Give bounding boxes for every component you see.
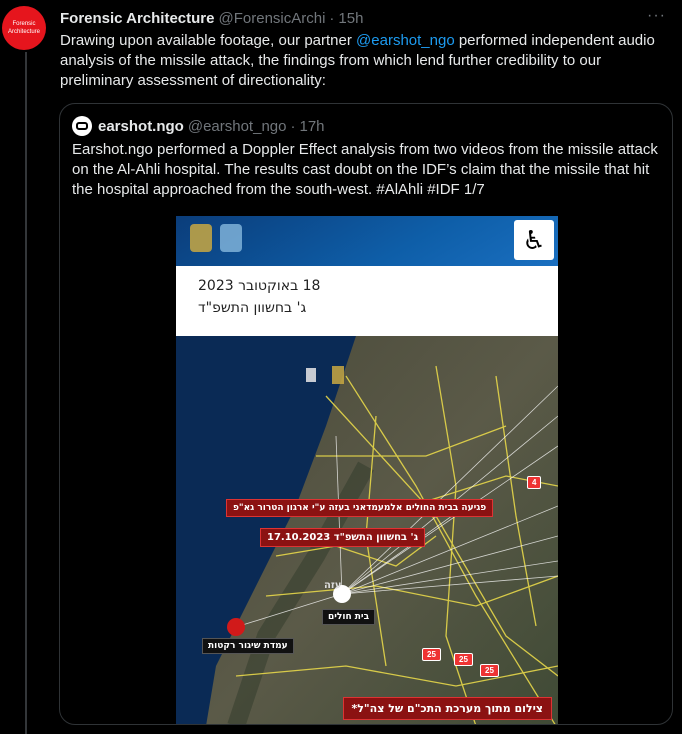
avatar[interactable] — [2, 6, 46, 50]
handle[interactable]: @ForensicArchi — [218, 9, 326, 27]
city-label: עזה — [324, 580, 342, 591]
tweet-text — [60, 31, 660, 91]
footer-banner: *צילום מתוך מערכת התכ"ם של צה"ל — [343, 697, 553, 720]
quote-display-name: earshot.ngo — [98, 117, 184, 135]
road-badge-4: 4 — [527, 476, 541, 489]
display-name[interactable]: Forensic Architecture — [60, 9, 215, 27]
avatar-text-1: Forensic — [12, 21, 36, 27]
quote-text: Earshot.ngo performed a Doppler Effect analysis from two videos from the missile attack on the Al-Ahli hospital. The results cast doubt on the IDF’s claim that the missile that hit the hospital approached from the south-west. #AlAhli #IDF 1/7 — [72, 141, 658, 198]
launch-marker — [227, 618, 245, 636]
tweet-text-before: Drawing upon available footage, our partner — [60, 32, 357, 49]
road-badge-25c: 25 — [480, 664, 499, 677]
incident-date-banner: 17.10.2023 ג' בחשוון התשפ"ד — [260, 528, 425, 547]
quote-header — [72, 116, 325, 136]
incident-banner: פגיעה בבית החולים אלמעמדאני בעזה ע"י ארגון הטרור גא"פ — [226, 499, 493, 517]
quote-avatar-glyph — [76, 122, 88, 130]
mention-link[interactable]: @earshot_ngo — [356, 32, 455, 49]
separator: · — [329, 9, 335, 27]
thread-line — [25, 52, 27, 734]
road-badge-25a: 25 — [422, 648, 441, 661]
quote-avatar — [72, 116, 92, 136]
media-image[interactable] — [176, 216, 558, 725]
accessibility-icon[interactable]: ♿ — [514, 220, 554, 260]
signal-emblem-icon — [220, 224, 242, 252]
timestamp[interactable]: 15h — [338, 9, 364, 27]
hebrew-date: ג' בחשוון התשפ"ד — [198, 300, 307, 316]
quote-timestamp: 17h — [299, 117, 325, 135]
road-badge-25b: 25 — [454, 653, 473, 666]
launch-label: עמדת שיגור רקטות — [202, 638, 294, 654]
more-options-icon[interactable]: ··· — [647, 7, 666, 24]
quote-separator: · — [290, 117, 296, 135]
tweet-header — [60, 7, 670, 29]
avatar-text-2: Architecture — [7, 29, 40, 35]
date-card — [176, 266, 558, 336]
hospital-label: בית חולים — [322, 609, 375, 625]
quote-handle: @earshot_ngo — [187, 117, 287, 135]
tweet-text-after: performed independent audio analysis of the missile attack, the findings from which lend further credibility to our preliminary assessment of directionality: — [60, 32, 655, 89]
quoted-tweet[interactable] — [59, 103, 673, 725]
gregorian-date: 18 באוקטובר 2023 — [198, 278, 321, 294]
idf-emblem-icon — [190, 224, 212, 252]
emblems — [190, 224, 242, 252]
